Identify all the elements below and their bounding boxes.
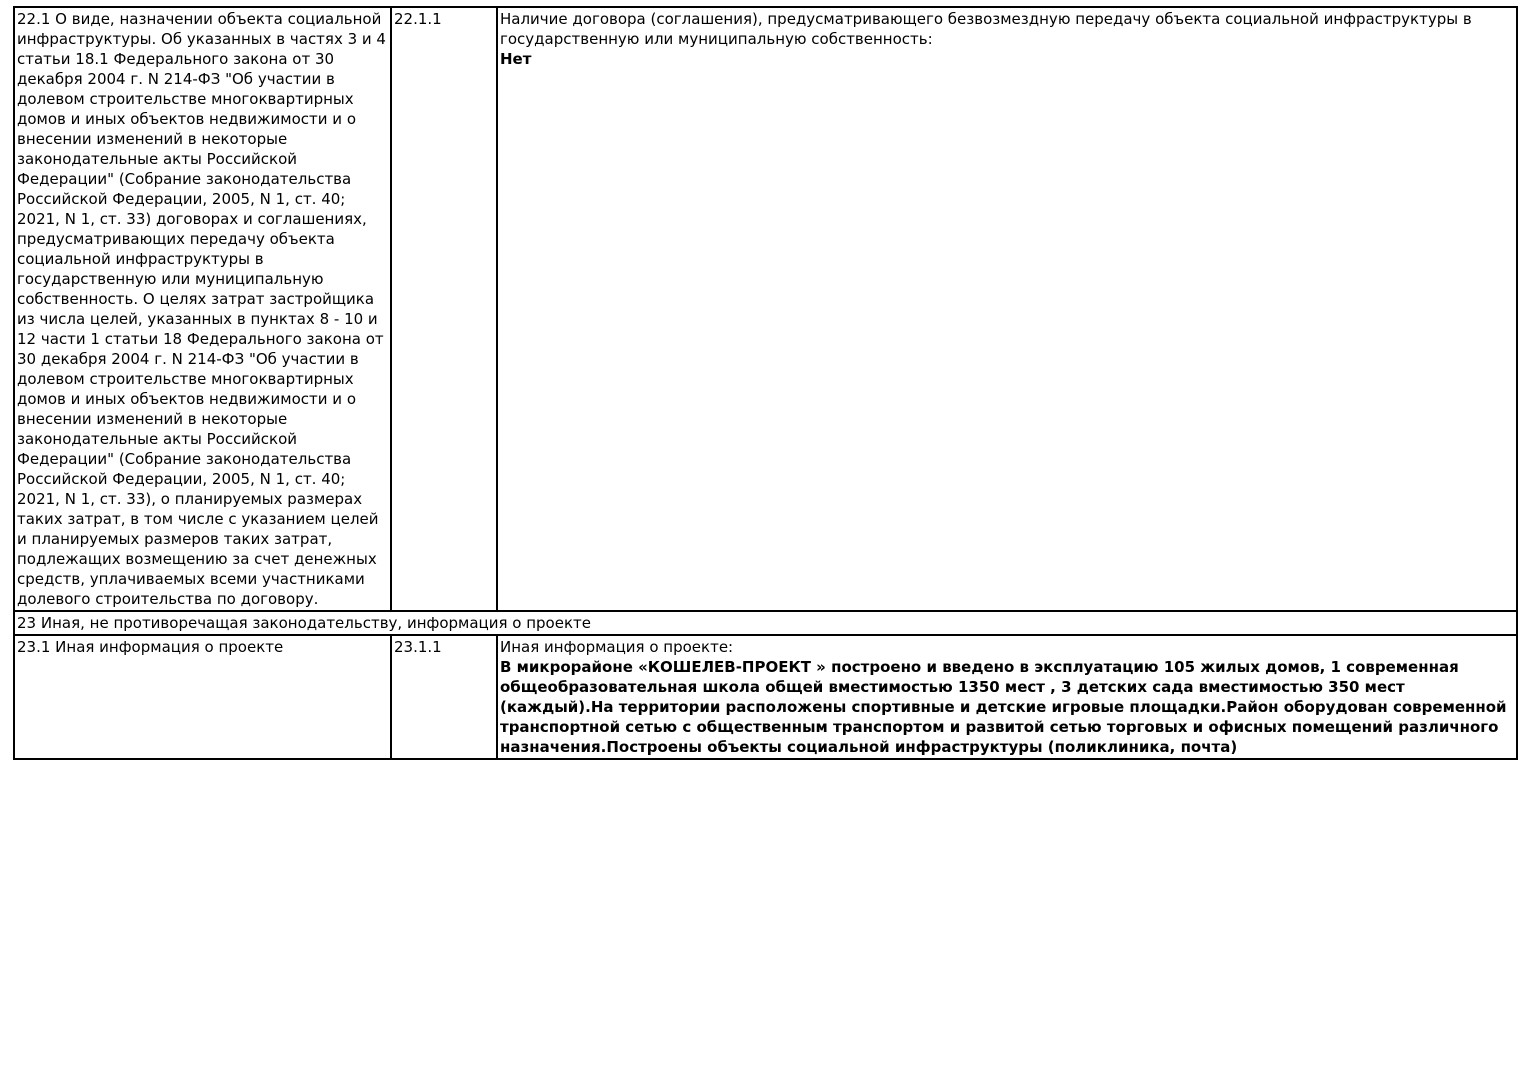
table-row-22-1 (14, 7, 1517, 611)
section-22-1-content (497, 7, 1517, 611)
table-row-23-1 (14, 635, 1517, 759)
field-label: Иная информация о проекте: (500, 638, 734, 656)
field-label: Наличие договора (соглашения), предусматривающего безвозмездную передачу объекта социальной инфраструктуры в государственную или муниципальную собственность: (500, 10, 1472, 48)
declaration-table (13, 6, 1518, 760)
section-22-1-topic: 22.1 О виде, назначении объекта социальной инфраструктуры. Об указанных в частях 3 и 4 статьи 18.1 Федерального закона от 30 декабря 2004 г. N 214-ФЗ "Об участии в долевом строительстве многоквартирных домов и иных объектов недвижимости и о внесении изменений в некоторые законодательные акты Российской Федерации" (Собрание законодательства Российской Федерации, 2005, N 1, ст. 40; 2021, N 1, ст. 33) договорах и соглашениях, предусматривающих передачу объекта социальной инфраструктуры в государственную или муниципальную собственность. О целях затрат застройщика из числа целей, указанных в пунктах 8 - 10 и 12 части 1 статьи 18 Федерального закона от 30 декабря 2004 г. N 214-ФЗ "Об участии в долевом строительстве многоквартирных домов и иных объектов недвижимости и о внесении изменений в некоторые законодательные акты Российской Федерации" (Собрание законодательства Российской Федерации, 2005, N 1, ст. 40; 2021, N 1, ст. 33), о планируемых размерах таких затрат, в том числе с указанием целей и планируемых размеров таких затрат, подлежащих возмещению за счет денежных средств, уплачиваемых всеми участниками долевого строительства по договору. (14, 7, 391, 611)
section-23-1-topic: 23.1 Иная информация о проекте (14, 635, 391, 759)
table-row-23-header (14, 611, 1517, 635)
section-23-header: 23 Иная, не противоречащая законодательству, информация о проекте (14, 611, 1517, 635)
field-value: Нет (500, 50, 532, 68)
field-value: В микрорайоне «КОШЕЛЕВ-ПРОЕКТ » построено и введено в эксплуатацию 105 жилых домов, 1 современная общеобразовательная школа общей вместимостью 1350 мест , 3 детских сада вместимостью 350 мест (каждый).На территории расположены спортивные и детские игровые площадки.Район оборудован современной транспортной сетью с общественным транспортом и развитой сетью торговых и офисных помещений различного назначения.Построены объекты социальной инфраструктуры (поликлиника, почта) (500, 658, 1507, 756)
section-22-1-code: 22.1.1 (391, 7, 497, 611)
section-23-1-content (497, 635, 1517, 759)
section-23-1-code: 23.1.1 (391, 635, 497, 759)
